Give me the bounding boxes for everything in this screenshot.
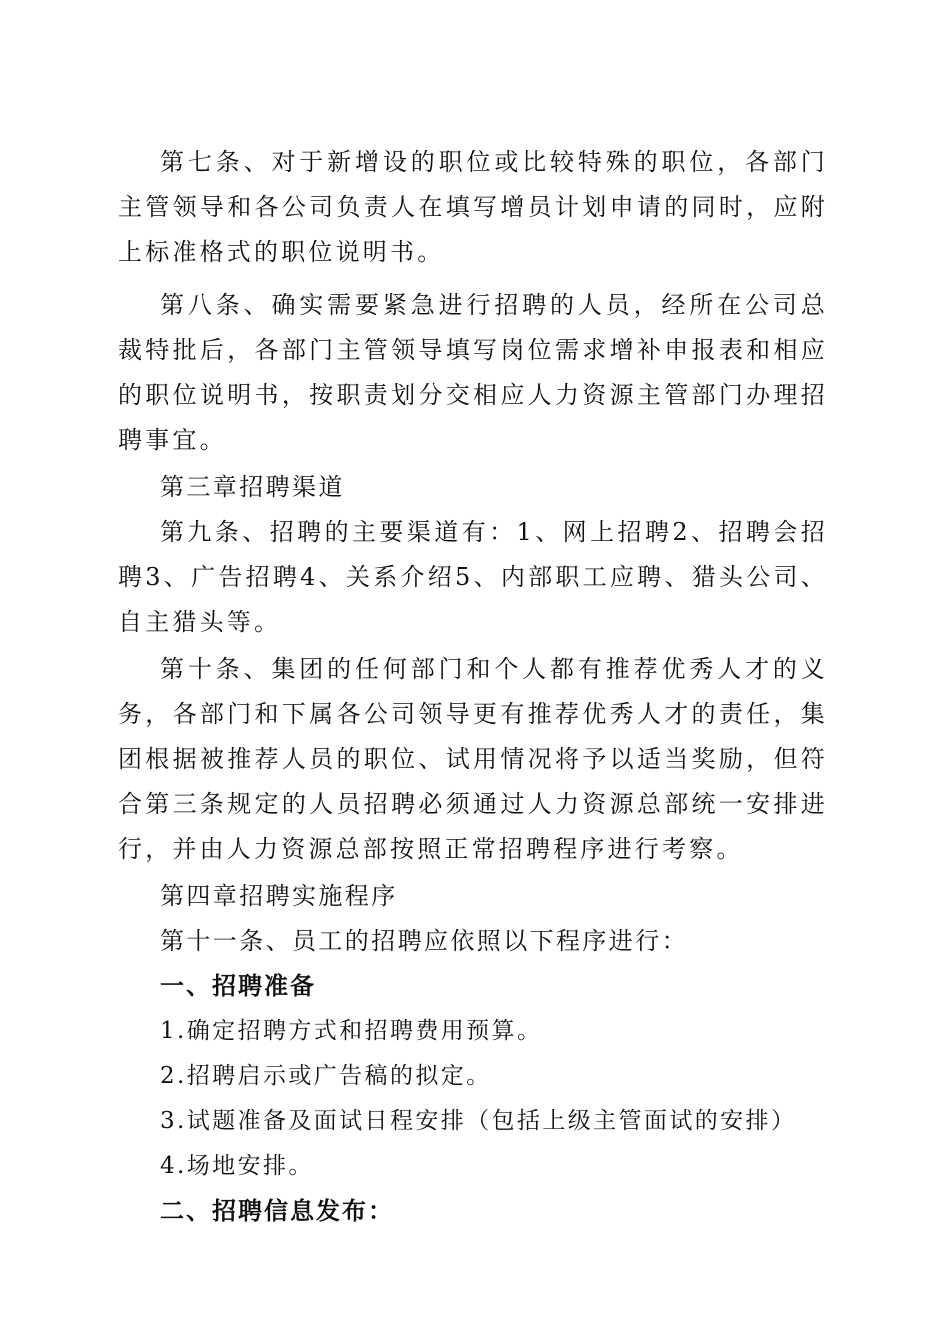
chapter-3-heading: 第三章招聘渠道 <box>160 473 345 501</box>
list-item: 3.试题准备及面试日程安排（包括上级主管面试的安排） <box>160 1108 797 1134</box>
section-2-heading: 二、招聘信息发布： <box>160 1197 394 1225</box>
article-7-paragraph: 第七条、对于新增设的职位或比较特殊的职位，各部门主管领导和各公司负责人在填写增员计划申请的同时，应附上标准格式的职位说明书。 <box>118 148 828 266</box>
document-body <box>118 140 828 1234</box>
section-1-heading: 一、招聘准备 <box>160 972 316 1000</box>
article-9-paragraph: 第九条、招聘的主要渠道有：1、网上招聘2、招聘会招聘3、广告招聘4、关系介绍5、内部职工应聘、猎头公司、自主猎头等。 <box>118 518 828 636</box>
list-item: 1.确定招聘方式和招聘费用预算。 <box>160 1018 543 1044</box>
list-item: 4.场地安排。 <box>160 1153 314 1179</box>
article-8-paragraph: 第八条、确实需要紧急进行招聘的人员，经所在公司总裁特批后，各部门主管领导填写岗位需求增补申报表和相应的职位说明书，按职责划分交相应人力资源主管部门办理招聘事宜。 <box>118 291 828 454</box>
chapter-4-heading: 第四章招聘实施程序 <box>160 882 398 910</box>
list-item: 2.招聘启示或广告稿的拟定。 <box>160 1063 492 1089</box>
article-11-paragraph: 第十一条、员工的招聘应依照以下程序进行： <box>160 927 688 955</box>
article-10-paragraph: 第十条、集团的任何部门和个人都有推荐优秀人才的义务，各部门和下属各公司领导更有推荐优秀人才的责任，集团根据被推荐人员的职位、试用情况将予以适当奖励，但符合第三条规定的人员招聘必须通过人力资源总部统一安排进行，并由人力资源总部按照正常招聘程序进行考察。 <box>118 655 828 863</box>
